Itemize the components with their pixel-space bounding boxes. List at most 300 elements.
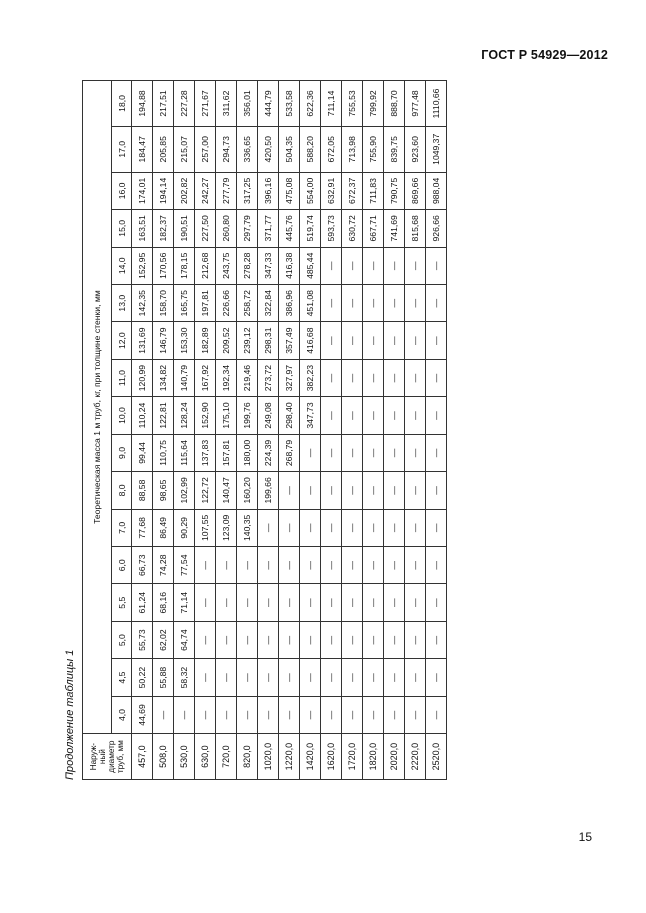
mass-cell: 249,08 xyxy=(258,397,279,434)
mass-cell: — xyxy=(300,547,321,584)
mass-cell: — xyxy=(426,621,447,658)
mass-cell: — xyxy=(426,584,447,621)
mass-cell: 593,73 xyxy=(321,210,342,247)
mass-cell: — xyxy=(426,547,447,584)
table-row xyxy=(132,81,153,780)
thickness-header: 6,0 xyxy=(112,547,132,584)
mass-cell: 416,68 xyxy=(300,322,321,359)
mass-cell: 167,92 xyxy=(195,359,216,396)
mass-cell: — xyxy=(342,659,363,696)
thickness-header: 5,5 xyxy=(112,584,132,621)
mass-cell: 420,50 xyxy=(258,126,279,172)
mass-cell: 134,82 xyxy=(153,359,174,396)
thickness-header: 10,0 xyxy=(112,397,132,434)
mass-cell: — xyxy=(258,547,279,584)
mass-cell: — xyxy=(405,621,426,658)
mass-cell: 317,25 xyxy=(237,172,258,209)
mass-cell: — xyxy=(342,284,363,321)
mass-cell: 50,22 xyxy=(132,659,153,696)
mass-cell: 175,10 xyxy=(216,397,237,434)
mass-cell: 190,51 xyxy=(174,210,195,247)
mass-cell: — xyxy=(237,659,258,696)
mass-cell: 152,95 xyxy=(132,247,153,284)
mass-cell: 174,01 xyxy=(132,172,153,209)
mass-cell: — xyxy=(321,284,342,321)
mass-cell: 209,52 xyxy=(216,322,237,359)
mass-cell: 923,60 xyxy=(405,126,426,172)
mass-cell: — xyxy=(384,322,405,359)
mass-cell: 278,28 xyxy=(237,247,258,284)
mass-cell: 146,79 xyxy=(153,322,174,359)
mass-cell: 444,79 xyxy=(258,81,279,127)
mass-cell: — xyxy=(426,434,447,471)
mass-cell: 632,91 xyxy=(321,172,342,209)
mass-cell: 197,81 xyxy=(195,284,216,321)
mass-cell: 163,51 xyxy=(132,210,153,247)
mass-cell: — xyxy=(405,434,426,471)
mass-cell: — xyxy=(363,434,384,471)
mass-cell: — xyxy=(321,397,342,434)
thickness-header: 4,0 xyxy=(112,696,132,733)
mass-cell: 533,58 xyxy=(279,81,300,127)
mass-cell: 667,71 xyxy=(363,210,384,247)
mass-cell: 799,92 xyxy=(363,81,384,127)
diameter-cell: 2220,0 xyxy=(405,734,426,780)
rotated-table-block xyxy=(64,80,574,780)
mass-cell: 713,98 xyxy=(342,126,363,172)
mass-cell: — xyxy=(300,696,321,733)
mass-cell: — xyxy=(342,547,363,584)
mass-cell: 184,47 xyxy=(132,126,153,172)
thickness-header: 7,0 xyxy=(112,509,132,546)
mass-cell: 888,70 xyxy=(384,81,405,127)
mass-cell: — xyxy=(363,472,384,509)
mass-cell: 790,75 xyxy=(384,172,405,209)
mass-cell: — xyxy=(426,472,447,509)
mass-cell: — xyxy=(426,247,447,284)
table-row xyxy=(321,81,342,780)
mass-cell: — xyxy=(363,659,384,696)
mass-cell: — xyxy=(384,509,405,546)
mass-cell: 445,76 xyxy=(279,210,300,247)
mass-cell: — xyxy=(279,659,300,696)
mass-cell: — xyxy=(258,584,279,621)
diameter-column-header: Наруж- ный диаметр труб, мм xyxy=(83,734,132,780)
mass-cell: 711,14 xyxy=(321,81,342,127)
mass-cell: — xyxy=(426,284,447,321)
mass-cell: 192,34 xyxy=(216,359,237,396)
mass-cell: — xyxy=(426,696,447,733)
mass-cell: 55,73 xyxy=(132,621,153,658)
mass-cell: — xyxy=(195,621,216,658)
diameter-cell: 2020,0 xyxy=(384,734,405,780)
mass-cell: — xyxy=(405,659,426,696)
mass-cell: 588,20 xyxy=(300,126,321,172)
mass-cell: 88,58 xyxy=(132,472,153,509)
mass-cell: 268,79 xyxy=(279,434,300,471)
mass-cell: — xyxy=(195,547,216,584)
mass-cell: — xyxy=(216,584,237,621)
mass-cell: 90,29 xyxy=(174,509,195,546)
mass-cell: 74,28 xyxy=(153,547,174,584)
mass-cell: — xyxy=(279,509,300,546)
mass-cell: 336,65 xyxy=(237,126,258,172)
mass-cell: 815,68 xyxy=(405,210,426,247)
mass-cell: — xyxy=(321,247,342,284)
mass-cell: 202,82 xyxy=(174,172,195,209)
mass-cell: 199,66 xyxy=(258,472,279,509)
diameter-cell: 1620,0 xyxy=(321,734,342,780)
mass-cell: — xyxy=(300,434,321,471)
mass-cell: 77,68 xyxy=(132,509,153,546)
diameter-cell: 1820,0 xyxy=(363,734,384,780)
mass-cell: — xyxy=(405,696,426,733)
mass-cell: — xyxy=(300,584,321,621)
mass-cell: 140,35 xyxy=(237,509,258,546)
thickness-header: 4,5 xyxy=(112,659,132,696)
thickness-header: 18,0 xyxy=(112,81,132,127)
mass-cell: 194,14 xyxy=(153,172,174,209)
mass-cell: — xyxy=(216,547,237,584)
mass-cell: 44,69 xyxy=(132,696,153,733)
mass-cell: 1049,37 xyxy=(426,126,447,172)
mass-cell: 271,67 xyxy=(195,81,216,127)
table-header xyxy=(83,81,132,780)
mass-cell: — xyxy=(321,509,342,546)
mass-cell: 382,23 xyxy=(300,359,321,396)
diameter-cell: 720,0 xyxy=(216,734,237,780)
mass-cell: 215,07 xyxy=(174,126,195,172)
mass-cell: — xyxy=(405,547,426,584)
mass-cell: — xyxy=(342,322,363,359)
mass-cell: — xyxy=(363,696,384,733)
mass-cell: 1110,66 xyxy=(426,81,447,127)
mass-cell: — xyxy=(405,397,426,434)
mass-cell: 451,08 xyxy=(300,284,321,321)
mass-cell: — xyxy=(342,434,363,471)
mass-cell: 98,65 xyxy=(153,472,174,509)
mass-cell: — xyxy=(384,621,405,658)
thickness-header: 11,0 xyxy=(112,359,132,396)
thickness-header: 5,0 xyxy=(112,621,132,658)
mass-cell: 142,35 xyxy=(132,284,153,321)
table-row xyxy=(279,81,300,780)
diameter-cell: 530,0 xyxy=(174,734,195,780)
thickness-header: 9,0 xyxy=(112,434,132,471)
mass-cell: 61,24 xyxy=(132,584,153,621)
mass-cell: — xyxy=(258,509,279,546)
mass-cell: — xyxy=(237,696,258,733)
mass-cell: 194,88 xyxy=(132,81,153,127)
mass-cell: — xyxy=(153,696,174,733)
mass-cell: 277,79 xyxy=(216,172,237,209)
mass-cell: — xyxy=(300,621,321,658)
mass-cell: — xyxy=(342,247,363,284)
mass-cell: 741,69 xyxy=(384,210,405,247)
mass-cell: — xyxy=(300,659,321,696)
mass-cell: — xyxy=(363,397,384,434)
table-row xyxy=(174,81,195,780)
table-row xyxy=(300,81,321,780)
mass-cell: 68,16 xyxy=(153,584,174,621)
thickness-header: 8,0 xyxy=(112,472,132,509)
mass-cell: 239,12 xyxy=(237,322,258,359)
mass-cell: — xyxy=(384,397,405,434)
table-row xyxy=(258,81,279,780)
mass-cell: — xyxy=(321,696,342,733)
mass-cell: 357,49 xyxy=(279,322,300,359)
mass-cell: 122,72 xyxy=(195,472,216,509)
mass-cell: 297,79 xyxy=(237,210,258,247)
mass-cell: 55,88 xyxy=(153,659,174,696)
mass-cell: 110,24 xyxy=(132,397,153,434)
mass-cell: 988,04 xyxy=(426,172,447,209)
mass-cell: — xyxy=(300,509,321,546)
mass-cell: — xyxy=(258,659,279,696)
table-row xyxy=(153,81,174,780)
mass-cell: 58,32 xyxy=(174,659,195,696)
mass-cell: 102,99 xyxy=(174,472,195,509)
table-row xyxy=(342,81,363,780)
mass-cell: — xyxy=(363,547,384,584)
mass-cell: 120,99 xyxy=(132,359,153,396)
thickness-header: 14,0 xyxy=(112,247,132,284)
mass-cell: 152,90 xyxy=(195,397,216,434)
mass-cell: 99,44 xyxy=(132,434,153,471)
diameter-cell: 457,0 xyxy=(132,734,153,780)
mass-cell: 205,85 xyxy=(153,126,174,172)
mass-cell: 165,75 xyxy=(174,284,195,321)
mass-cell: — xyxy=(321,584,342,621)
mass-cell: — xyxy=(342,584,363,621)
mass-cell: 227,28 xyxy=(174,81,195,127)
diameter-cell: 1020,0 xyxy=(258,734,279,780)
mass-cell: 622,36 xyxy=(300,81,321,127)
mass-cell: 110,75 xyxy=(153,434,174,471)
mass-cell: — xyxy=(279,472,300,509)
mass-cell: 298,31 xyxy=(258,322,279,359)
thickness-header: 13,0 xyxy=(112,284,132,321)
mass-cell: — xyxy=(342,397,363,434)
mass-cell: — xyxy=(426,509,447,546)
mass-cell: — xyxy=(279,621,300,658)
table-row xyxy=(195,81,216,780)
mass-cell: — xyxy=(405,322,426,359)
mass-cell: — xyxy=(258,621,279,658)
page-number: 15 xyxy=(578,830,592,844)
mass-cell: — xyxy=(363,584,384,621)
table-row xyxy=(426,81,447,780)
mass-cell: — xyxy=(216,696,237,733)
mass-cell: 170,56 xyxy=(153,247,174,284)
mass-cell: 755,53 xyxy=(342,81,363,127)
mass-cell: — xyxy=(195,659,216,696)
mass-cell: 711,83 xyxy=(363,172,384,209)
mass-cell: — xyxy=(279,547,300,584)
thickness-header: 17,0 xyxy=(112,126,132,172)
mass-cell: — xyxy=(363,509,384,546)
mass-cell: — xyxy=(384,247,405,284)
mass-cell: 977,48 xyxy=(405,81,426,127)
mass-cell: 672,05 xyxy=(321,126,342,172)
thickness-header: 16,0 xyxy=(112,172,132,209)
mass-cell: — xyxy=(342,472,363,509)
mass-cell: — xyxy=(195,696,216,733)
table-row xyxy=(363,81,384,780)
mass-cell: — xyxy=(405,284,426,321)
mass-cell: 219,46 xyxy=(237,359,258,396)
diameter-cell: 1220,0 xyxy=(279,734,300,780)
table-row xyxy=(216,81,237,780)
mass-cell: 294,73 xyxy=(216,126,237,172)
table-row xyxy=(384,81,405,780)
mass-cell: 180,00 xyxy=(237,434,258,471)
mass-cell: 260,80 xyxy=(216,210,237,247)
mass-group-header: Теоретическая масса 1 м труб, кг, при толщине стенки, мм xyxy=(83,81,112,734)
thickness-header: 15,0 xyxy=(112,210,132,247)
mass-cell: — xyxy=(363,247,384,284)
mass-cell: — xyxy=(384,284,405,321)
table-row xyxy=(405,81,426,780)
mass-cell: 926,66 xyxy=(426,210,447,247)
mass-cell: — xyxy=(237,584,258,621)
mass-cell: — xyxy=(405,359,426,396)
mass-cell: — xyxy=(384,434,405,471)
mass-cell: — xyxy=(300,472,321,509)
mass-cell: — xyxy=(321,359,342,396)
mass-cell: — xyxy=(321,547,342,584)
mass-cell: 630,72 xyxy=(342,210,363,247)
mass-cell: — xyxy=(426,397,447,434)
mass-cell: 115,64 xyxy=(174,434,195,471)
mass-cell: 322,84 xyxy=(258,284,279,321)
diameter-cell: 1420,0 xyxy=(300,734,321,780)
mass-cell: — xyxy=(363,359,384,396)
mass-cell: — xyxy=(195,584,216,621)
mass-cell: — xyxy=(363,322,384,359)
mass-cell: 160,20 xyxy=(237,472,258,509)
table-row xyxy=(237,81,258,780)
mass-cell: 371,77 xyxy=(258,210,279,247)
mass-cell: 356,01 xyxy=(237,81,258,127)
mass-cell: 347,33 xyxy=(258,247,279,284)
mass-cell: 128,24 xyxy=(174,397,195,434)
mass-cell: — xyxy=(384,547,405,584)
mass-cell: 672,37 xyxy=(342,172,363,209)
mass-cell: — xyxy=(426,322,447,359)
mass-cell: 242,27 xyxy=(195,172,216,209)
mass-cell: 71,14 xyxy=(174,584,195,621)
mass-cell: 64,74 xyxy=(174,621,195,658)
mass-cell: 519,74 xyxy=(300,210,321,247)
diameter-cell: 820,0 xyxy=(237,734,258,780)
mass-cell: — xyxy=(174,696,195,733)
mass-cell: — xyxy=(258,696,279,733)
mass-cell: 66,73 xyxy=(132,547,153,584)
mass-cell: — xyxy=(405,247,426,284)
mass-cell: 226,66 xyxy=(216,284,237,321)
mass-cell: 153,30 xyxy=(174,322,195,359)
mass-cell: 131,69 xyxy=(132,322,153,359)
mass-cell: — xyxy=(426,659,447,696)
diameter-cell: 630,0 xyxy=(195,734,216,780)
mass-cell: 298,40 xyxy=(279,397,300,434)
mass-cell: 157,81 xyxy=(216,434,237,471)
mass-cell: 182,89 xyxy=(195,322,216,359)
mass-cell: — xyxy=(321,621,342,658)
mass-cell: — xyxy=(342,621,363,658)
mass-cell: 396,16 xyxy=(258,172,279,209)
mass-cell: 755,90 xyxy=(363,126,384,172)
mass-cell: 327,97 xyxy=(279,359,300,396)
mass-cell: — xyxy=(384,659,405,696)
mass-cell: 227,50 xyxy=(195,210,216,247)
mass-cell: 199,76 xyxy=(237,397,258,434)
mass-cell: — xyxy=(405,584,426,621)
diameter-cell: 1720,0 xyxy=(342,734,363,780)
mass-cell: — xyxy=(237,621,258,658)
mass-cell: 243,75 xyxy=(216,247,237,284)
table-continuation-caption: Продолжение таблицы 1 xyxy=(64,649,76,780)
mass-cell: — xyxy=(405,472,426,509)
mass-cell: — xyxy=(342,696,363,733)
mass-cell: — xyxy=(279,584,300,621)
mass-cell: — xyxy=(426,359,447,396)
mass-cell: — xyxy=(342,359,363,396)
mass-cell: — xyxy=(216,621,237,658)
diameter-cell: 508,0 xyxy=(153,734,174,780)
mass-cell: — xyxy=(321,472,342,509)
mass-cell: — xyxy=(384,584,405,621)
mass-cell: — xyxy=(342,509,363,546)
mass-cell: 273,72 xyxy=(258,359,279,396)
mass-cell: 416,38 xyxy=(279,247,300,284)
mass-cell: 485,44 xyxy=(300,247,321,284)
table-body xyxy=(132,81,447,780)
mass-cell: 258,72 xyxy=(237,284,258,321)
mass-cell: 122,81 xyxy=(153,397,174,434)
mass-cell: 107,55 xyxy=(195,509,216,546)
mass-cell: 140,47 xyxy=(216,472,237,509)
mass-cell: 257,00 xyxy=(195,126,216,172)
mass-cell: 386,96 xyxy=(279,284,300,321)
mass-cell: — xyxy=(363,621,384,658)
mass-cell: — xyxy=(237,547,258,584)
mass-cell: 212,68 xyxy=(195,247,216,284)
mass-cell: — xyxy=(405,509,426,546)
diameter-cell: 2520,0 xyxy=(426,734,447,780)
mass-cell: 77,54 xyxy=(174,547,195,584)
mass-cell: 137,83 xyxy=(195,434,216,471)
pipe-mass-table xyxy=(82,80,447,780)
mass-cell: — xyxy=(384,696,405,733)
mass-cell: 347,73 xyxy=(300,397,321,434)
mass-cell: — xyxy=(363,284,384,321)
mass-cell: 178,15 xyxy=(174,247,195,284)
mass-cell: 839,75 xyxy=(384,126,405,172)
mass-cell: — xyxy=(321,322,342,359)
mass-cell: — xyxy=(321,434,342,471)
mass-cell: — xyxy=(321,659,342,696)
standard-number: ГОСТ Р 54929—2012 xyxy=(481,48,608,62)
mass-cell: 158,70 xyxy=(153,284,174,321)
mass-cell: — xyxy=(384,359,405,396)
mass-cell: — xyxy=(279,696,300,733)
mass-cell: 182,37 xyxy=(153,210,174,247)
mass-cell: 475,08 xyxy=(279,172,300,209)
mass-cell: 62,02 xyxy=(153,621,174,658)
mass-cell: 311,62 xyxy=(216,81,237,127)
